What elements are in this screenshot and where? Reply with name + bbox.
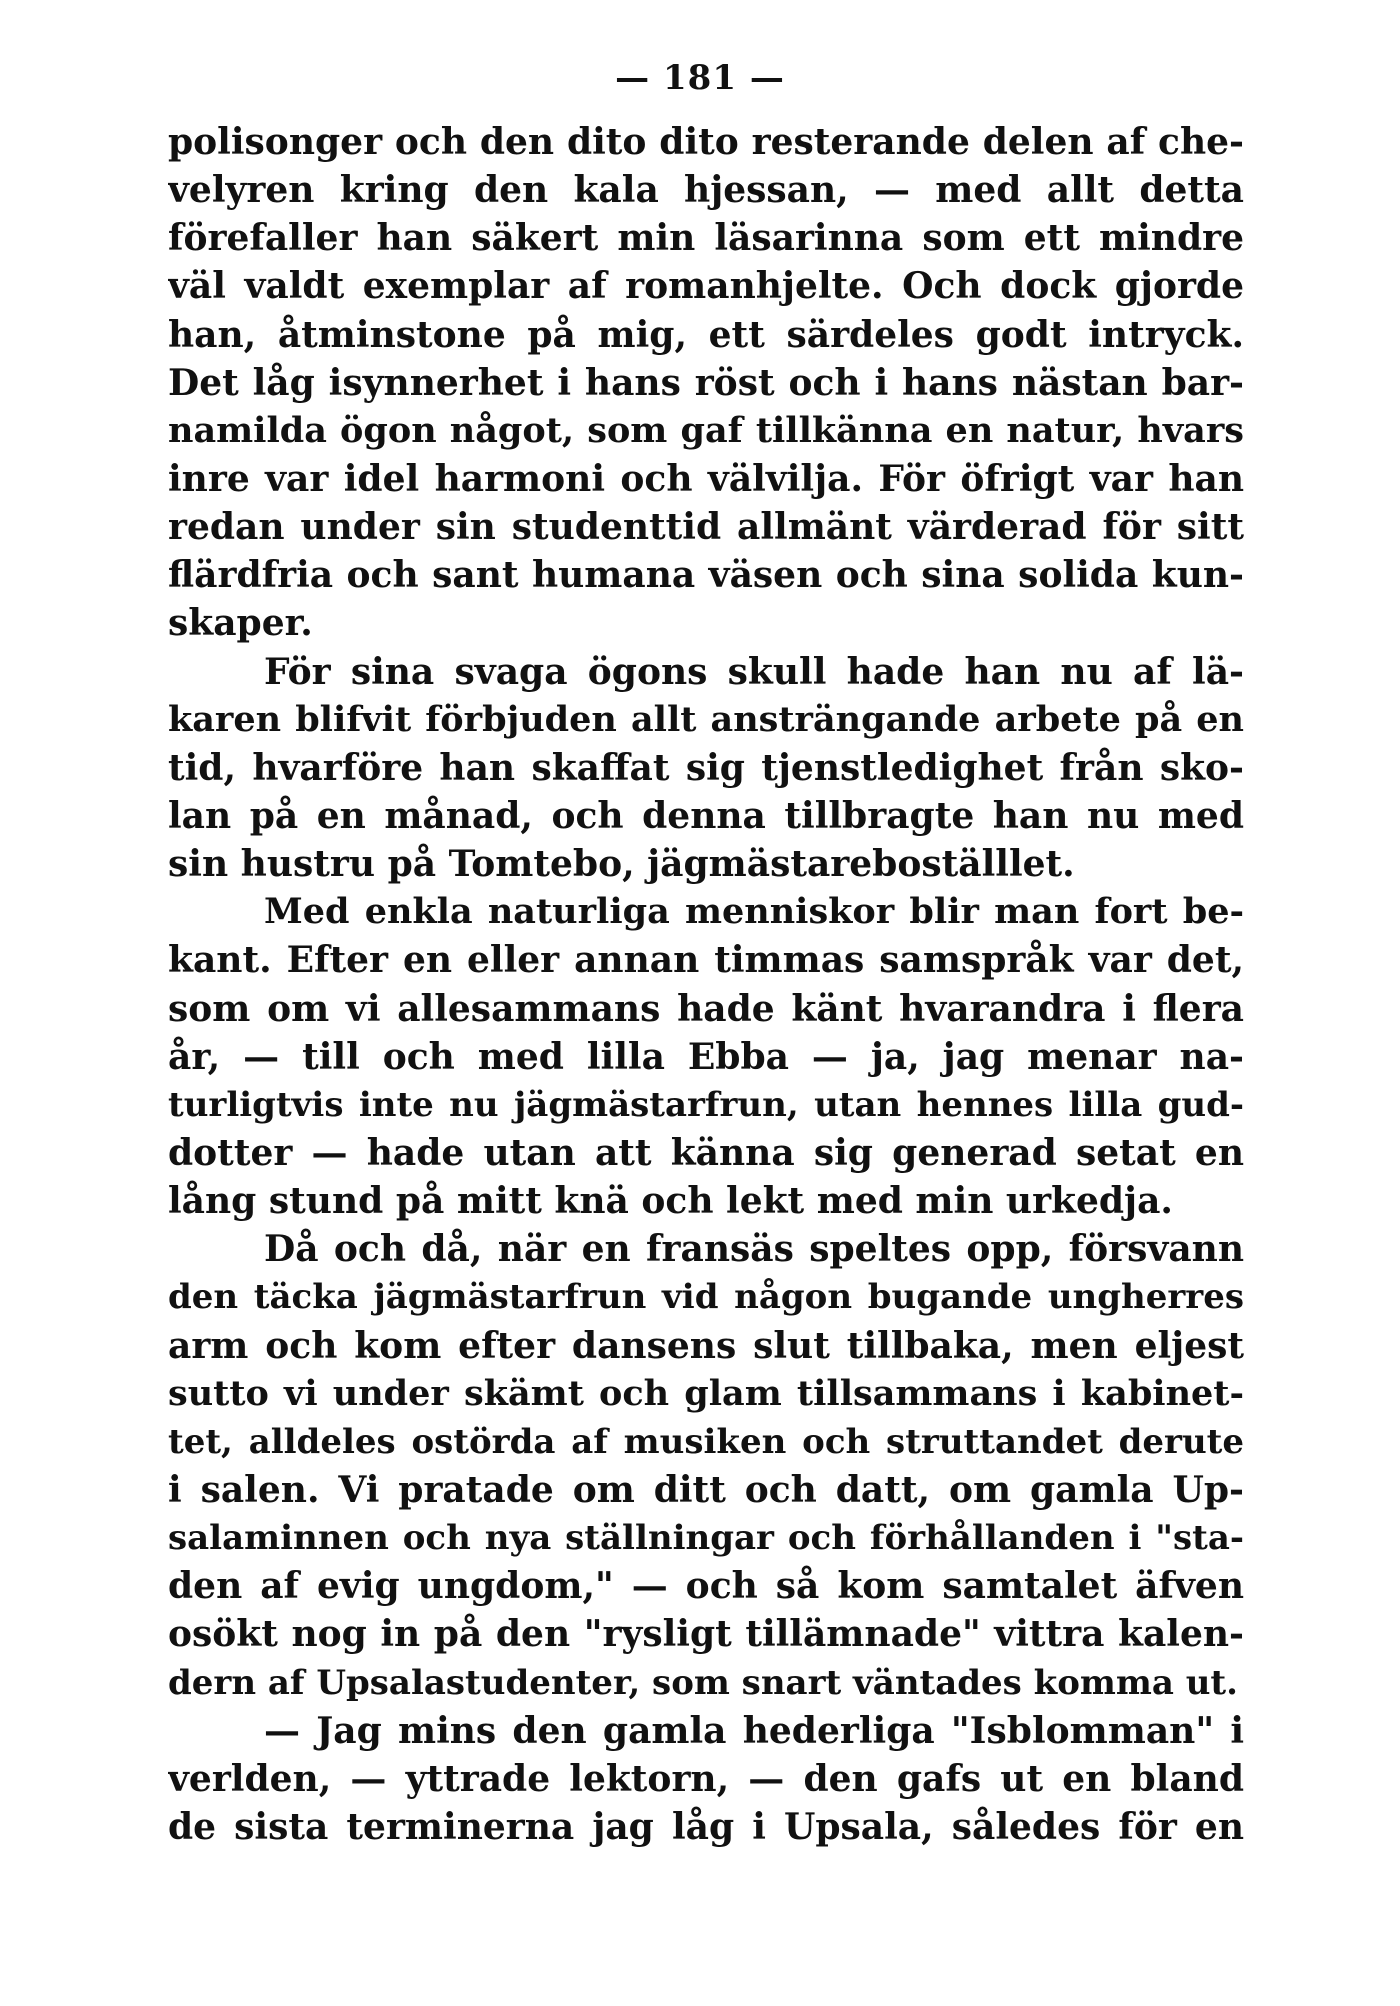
text-line: salaminnen och nya ställningar och förhållanden i "sta- — [168, 1518, 1244, 1559]
text-line: verlden, — yttrade lektorn, — den gafs ut en bland — [168, 1757, 1244, 1800]
text-line: arm och kom efter dansens slut tillbaka, men eljest — [168, 1324, 1244, 1367]
text-line: den täcka jägmästarfrun vid någon bugande ungherres — [168, 1277, 1244, 1318]
paragraph-4 — [168, 1225, 1244, 1706]
text-line: väl valdt exemplar af romanhjelte. Och dock gjorde — [168, 265, 1244, 308]
text-line: karen blifvit förbjuden allt ansträngande arbete på en — [168, 698, 1244, 740]
text-line: lan på en månad, och denna tillbragte han nu med — [168, 794, 1244, 837]
text-line: förefaller han säkert min läsarinna som ett mindre — [168, 217, 1244, 260]
text-line: år, — till och med lilla Ebba — ja, jag menar na- — [168, 1035, 1244, 1078]
text-line: För sina svaga ögons skull hade han nu af lä- — [264, 650, 1244, 693]
text-line: redan under sin studenttid allmänt värderad för sitt — [168, 506, 1244, 549]
text-line: som om vi allesammans hade känt hvarandra i flera — [168, 987, 1244, 1030]
text-line: polisonger och den dito dito resterande delen af che- — [168, 121, 1244, 163]
text-line: velyren kring den kala hjessan, — med allt detta — [168, 169, 1244, 212]
text-line: Med enkla naturliga menniskor blir man fort be- — [264, 891, 1244, 933]
paragraph-5 — [168, 1707, 1244, 1851]
text-line: lång stund på mitt knä och lekt med min urkedja. — [168, 1180, 1173, 1223]
text-line: dotter — hade utan att känna sig generad setat en — [168, 1131, 1244, 1174]
text-line: turligtvis inte nu jägmästarfrun, utan hennes lilla gud- — [168, 1084, 1244, 1125]
text-line: namilda ögon något, som gaf tillkänna en natur, hvars — [168, 409, 1244, 451]
text-line: i salen. Vi pratade om ditt och datt, om gamla Up- — [168, 1468, 1244, 1511]
text-line: sin hustru på Tomtebo, jägmästareboställlet. — [168, 843, 1075, 886]
text-line: inre var idel harmoni och välvilja. För öfrigt var han — [168, 457, 1244, 500]
text-line: kant. Efter en eller annan timmas samspråk var det, — [168, 939, 1244, 982]
page-number: — 181 — — [615, 58, 785, 98]
paragraph-2 — [168, 648, 1244, 889]
text-line: Då och då, när en fransäs speltes opp, försvann — [264, 1228, 1244, 1271]
text-line: skaper. — [168, 602, 313, 645]
text-line: flärdfria och sant humana väsen och sina solida kun- — [168, 554, 1244, 597]
text-line: dern af Upsalastudenter, som snart väntades komma ut. — [168, 1662, 1238, 1703]
text-line: Det låg isynnerhet i hans röst och i hans nästan bar- — [168, 361, 1244, 404]
body-text — [168, 118, 1244, 1851]
text-line: osökt nog in på den "rysligt tillämnade" vittra kalen- — [168, 1613, 1244, 1656]
text-line: han, åtminstone på mig, ett särdeles godt intryck. — [168, 313, 1244, 356]
paragraph-1 — [168, 118, 1244, 648]
text-line: — Jag mins den gamla hederliga "Isblomman" i — [264, 1709, 1244, 1752]
text-line: tet, alldeles ostörda af musiken och struttandet derute — [168, 1421, 1244, 1462]
paragraph-3 — [168, 888, 1244, 1225]
text-line: de sista terminerna jag låg i Upsala, således för en — [168, 1805, 1244, 1848]
text-line: tid, hvarföre han skaffat sig tjenstledighet från sko- — [168, 746, 1244, 789]
text-line: sutto vi under skämt och glam tillsammans i kabinet- — [168, 1372, 1244, 1414]
text-line: den af evig ungdom," — och så kom samtalet äfven — [168, 1565, 1244, 1608]
